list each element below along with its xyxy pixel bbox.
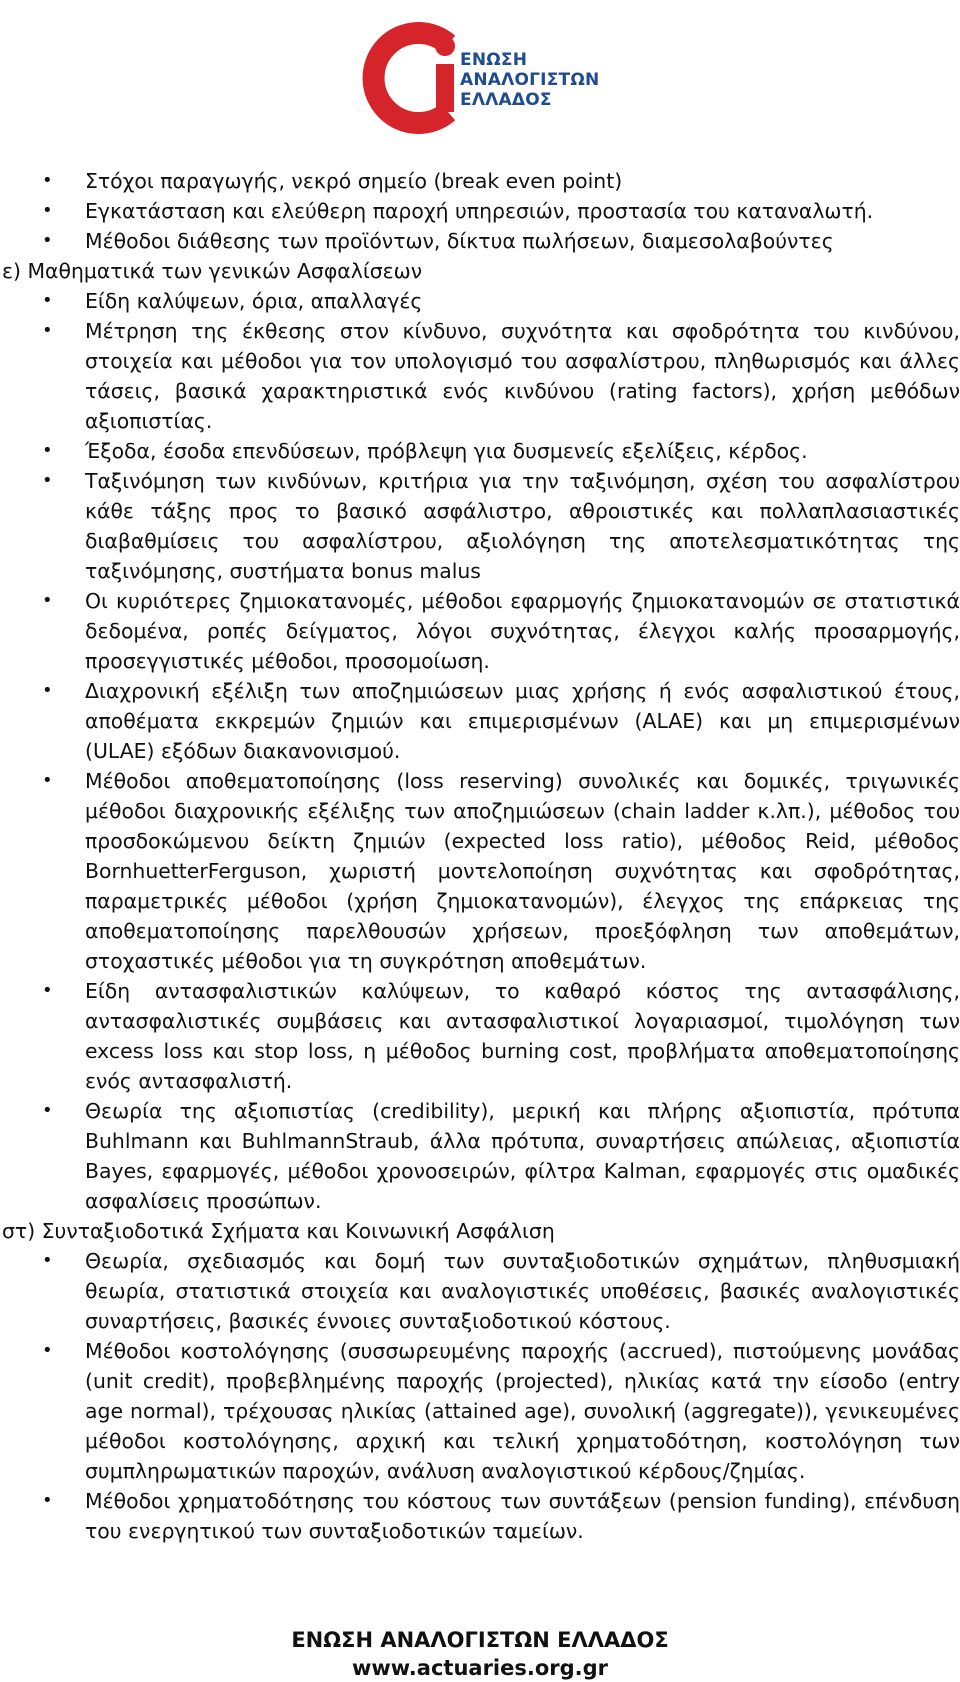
- section-heading-e: ε) Μαθηματικά των γενικών Ασφαλίσεων: [2, 259, 423, 283]
- bullet-list-section-e: [0, 286, 960, 1216]
- logo-line-1: ΕΝΩΣΗ: [460, 50, 528, 70]
- list-item: • Μέθοδοι διάθεσης των προϊόντων, δίκτυα πωλήσεων, διαμεσολαβούντες: [0, 226, 960, 256]
- bullet-list-section-st: [0, 1246, 960, 1546]
- logo-line-3: ΕΛΛΑΔΟΣ: [460, 90, 552, 110]
- list-item: • Εγκατάσταση και ελεύθερη παροχή υπηρεσιών, προστασία του καταναλωτή.: [0, 196, 960, 226]
- list-item: • Διαχρονική εξέλιξη των αποζημιώσεων μιας χρήσης ή ενός ασφαλιστικού έτους, αποθέματα εκκρεμών ζημιών και επιμερισμένων (ALAE) και μη επιμερισμένων (ULAE) εξόδων διακανονισμού.: [0, 676, 960, 766]
- logo-wordmark: [460, 50, 599, 110]
- document-body: [0, 166, 960, 1546]
- list-item: • Στόχοι παραγωγής, νεκρό σημείο (break even point): [0, 166, 960, 196]
- list-item: • Μέθοδοι χρηματοδότησης του κόστους των συντάξεων (pension funding), επένδυση του ενεργητικού των συνταξιοδοτικών ταμείων.: [0, 1486, 960, 1546]
- association-logo: [360, 22, 620, 134]
- list-item: • Θεωρία, σχεδιασμός και δομή των συνταξιοδοτικών σχημάτων, πληθυσμιακή θεωρία, στατιστικά στοιχεία και αναλογιστικές υποθέσεις, βασικές αναλογιστικές συναρτήσεις, βασικές έννοιες συνταξιοδοτικού κόστους.: [0, 1246, 960, 1336]
- page-footer: [0, 1626, 960, 1682]
- list-item: • Μέθοδοι αποθεματοποίησης (loss reserving) συνολικές και δομικές, τριγωνικές μέθοδοι διαχρονικής εξέλιξης των αποζημιώσεων (chain ladder κ.λπ.), μέθοδος του προσδοκώμενου δείκτη ζημιών (expected loss ratio), μέθοδος Reid, μέθοδος BornhuetterFerguson, χωριστή μοντελοποίηση συχνότητας και σφοδρότητας, παραμετρικές μέθοδοι (χρήση ζημιοκατανομών), έλεγχος της επάρκειας της αποθεματοποίησης παρελθουσών χρήσεων, προεξόφληση των αποθεμάτων, στοχαστικές μέθοδοι για τη συγκρότηση αποθεμάτων.: [0, 766, 960, 976]
- list-item: • Είδη καλύψεων, όρια, απαλλαγές: [0, 286, 960, 316]
- section-heading-st: στ) Συνταξιοδοτικά Σχήματα και Κοινωνική Ασφάλιση: [2, 1219, 555, 1243]
- footer-org-name: ΕΝΩΣΗ ΑΝΑΛΟΓΙΣΤΩΝ ΕΛΛΑΔΟΣ: [291, 1628, 669, 1652]
- footer-website-link[interactable]: www.actuaries.org.gr: [351, 1656, 609, 1680]
- bullet-list-continued: [0, 166, 960, 256]
- list-item: • Θεωρία της αξιοπιστίας (credibility), μερική και πλήρης αξιοπιστία, πρότυπα Buhlmann και BuhlmannStraub, άλλα πρότυπα, συναρτήσεις απώλειας, αξιοπιστία Bayes, εφαρμογές, μέθοδοι χρονοσειρών, φίλτρα Kalman, εφαρμογές στις ομαδικές ασφαλίσεις προσώπων.: [0, 1096, 960, 1216]
- list-item: • Είδη αντασφαλιστικών καλύψεων, το καθαρό κόστος της αντασφάλισης, αντασφαλιστικές συμβάσεις και αντασφαλιστικοί λογαριασμοί, τιμολόγηση των excess loss και stop loss, η μέθοδος burning cost, προβλήματα αποθεματοποίησης ενός αντασφαλιστή.: [0, 976, 960, 1096]
- list-item: • Μέτρηση της έκθεσης στον κίνδυνο, συχνότητα και σφοδρότητα του κινδύνου, στοιχεία και μέθοδοι για τον υπολογισμό του ασφαλίστρου, πληθωρισμός και άλλες τάσεις, βασικά χαρακτηριστικά ενός κινδύνου (rating factors), χρήση μεθόδων αξιοπιστίας.: [0, 316, 960, 436]
- list-item: • Ταξινόμηση των κινδύνων, κριτήρια για την ταξινόμηση, σχέση του ασφαλίστρου κάθε τάξης προς το βασικό ασφάλιστρο, αθροιστικές και πολλαπλασιαστικές διαβαθμίσεις του ασφαλίστρου, αξιολόγηση της αποτελεσματικότητας της ταξινόμησης, συστήματα bonus malus: [0, 466, 960, 586]
- logo-line-2: ΑΝΑΛΟΓΙΣΤΩΝ: [460, 70, 600, 90]
- list-item: • Οι κυριότερες ζημιοκατανομές, μέθοδοι εφαρμογής ζημιοκατανομών σε στατιστικά δεδομένα, ροπές δείγματος, λόγοι συχνότητας, έλεγχοι καλής προσαρμογής, προσεγγιστικές μέθοδοι, προσομοίωση.: [0, 586, 960, 676]
- list-item: • Μέθοδοι κοστολόγησης (συσσωρευμένης παροχής (accrued), πιστούμενης μονάδας (unit credit), προβεβλημένης παροχής (projected), ηλικίας κατά την είσοδο (entry age normal), τρέχουσας ηλικίας (attained age), συνολική (aggregate)), γενικευμένες μέθοδοι κοστολόγησης, αρχική και τελική χρηματοδότηση, κοστολόγηση των συμπληρωματικών παροχών, ανάλυση αναλογιστικού κέρδους/ζημίας.: [0, 1336, 960, 1486]
- list-item: • Έξοδα, έσοδα επενδύσεων, πρόβλεψη για δυσμενείς εξελίξεις, κέρδος.: [0, 436, 960, 466]
